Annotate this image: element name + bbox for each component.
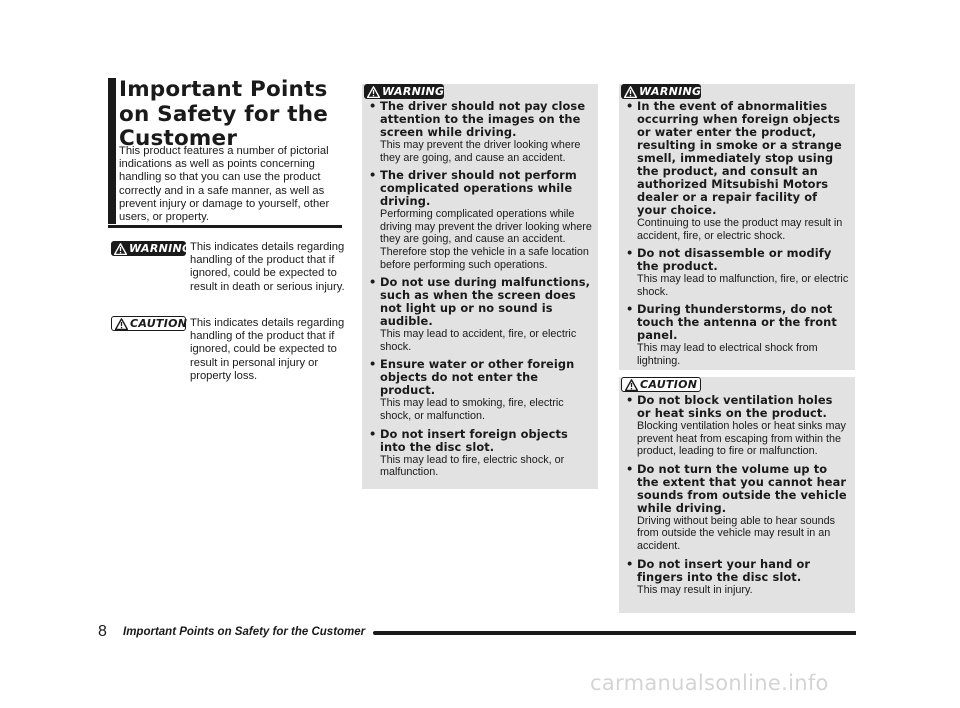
item-body: Driving without being able to hear sounds from outside the vehicle may result in an accident. [637,514,836,552]
item-body: This may lead to electrical shock from lightning. [637,342,818,367]
item-body: This may lead to fire, electric shock, or malfunction. [380,453,565,479]
right-caution-list [625,394,849,601]
legend-caution-badge [111,316,186,331]
list-item: • Do not block ventilation holes or heat sinks on the product. Blocking ventilation holes or heat sinks may prevent heat from escaping from within the product, leading to fire or malfunction. [625,394,849,458]
item-heading: Do not use during malfunctions, such as when the screen does not light up or no sound is audible. [380,275,591,329]
list-item: • The driver should not pay close attention to the images on the screen while driving. This may prevent the driver looking where they are going, and cause an accident. [368,100,592,164]
right-warning-badge [621,84,701,99]
item-heading: The driver should not perform complicated operations while driving. [380,168,577,209]
item-heading: Do not insert your hand or fingers into the disc slot. [637,556,811,584]
item-body: This may result in injury. [637,583,753,596]
middle-warning-label: WARNING [382,85,445,98]
list-item: • In the event of abnormalities occurring when foreign objects or water enter the product, resulting in smoke or a strange smell, immediately stop using the product, and consult an authorized Mitsubishi Motors dealer or a repair facility of your choice. Continuing to use the product may result in accident, fire, or electric shock. [625,100,849,242]
item-heading: Do not turn the volume up to the extent that you cannot hear sounds from outside the vehicle while driving. [637,461,847,515]
footer-title: Important Points on Safety for the Customer [123,626,366,638]
middle-warning-list [368,100,592,484]
caution-triangle-icon [625,379,638,391]
list-item: • Do not insert your hand or fingers into the disc slot. This may result in injury. [625,558,849,597]
item-heading: In the event of abnormalities occurring when foreign objects or water enter the product, resulting in smoke or a strange smell, immediately stop using the product, and consult an authorized Mitsubishi Motors dealer or a repair facility of your choice. [637,99,842,217]
item-body: This may lead to smoking, fire, electric shock, or malfunction. [380,397,564,422]
caution-triangle-icon [115,318,128,330]
right-caution-badge [621,377,701,392]
item-heading: Do not block ventilation holes or heat sinks on the product. [637,393,833,420]
list-item: • The driver should not perform complicated operations while driving. Performing complicated operations while driving may prevent the driver looking where they are going, and cause an accident. Therefore stop the vehicle in a safe location before performing such operations. [369,168,592,271]
item-body: Performing complicated operations while driving may prevent the driver looking where they are going, and cause an accident. Therefore stop the vehicle in a safe location before performing such operations. [380,208,592,271]
item-heading: Do not disassemble or modify the product. [637,246,832,274]
list-item: • Do not use during malfunctions, such as when the screen does not light up or no sound is audible. This may lead to accident, fire, or electric shock. [369,275,591,353]
middle-warning-panel [362,84,598,489]
watermark: carmanualsonline.info [590,671,829,695]
page-title: Important Points on Safety for the Customer [119,77,329,151]
right-caution-panel [619,377,855,613]
footer-rule [373,631,856,635]
item-body: This may prevent the driver looking where they are going, and cause an accident. [380,139,581,164]
list-item: • Do not disassemble or modify the product. This may lead to malfunction, fire, or electric shock. [626,246,849,298]
item-body: Continuing to use the product may result in accident, fire, or electric shock. [637,217,843,242]
item-body: This may lead to malfunction, fire, or electric shock. [637,273,849,298]
legend-caution-label: CAUTION [130,317,188,330]
title-block [108,78,342,230]
item-heading: Do not insert foreign objects into the disc slot. [380,426,568,454]
warning-triangle-icon [624,86,637,98]
item-body: Blocking ventilation holes or heat sinks may prevent heat from escaping from within the product, leading to fire or malfunction. [637,420,846,458]
intro-paragraph: This product features a number of pictorial indications as well as points concerning handling so that you can use the product correctly and in a safe manner, as well as prevent injury or damage to yourself, other users, or property. [119,145,330,224]
right-warning-panel [619,84,855,370]
list-item: • Ensure water or other foreign objects do not enter the product. This may lead to smoking, fire, electric shock, or malfunction. [368,358,592,422]
legend-warning-label: WARNING [129,242,192,255]
legend-caution-text: This indicates details regarding handling of the product that if ignored, could be expected to result in personal injury or property loss. [190,317,345,382]
warning-triangle-icon [367,86,380,98]
legend-warning-text: This indicates details regarding handling of the product that if ignored, could be expected to result in death or serious injury. [190,241,345,293]
list-item: • Do not turn the volume up to the extent that you cannot hear sounds from outside the vehicle while driving. Driving without being able to hear sounds from outside the vehicle may result in an accident. [625,463,849,553]
legend-warning-badge [111,241,192,256]
item-heading: Ensure water or other foreign objects do not enter the product. [380,357,575,398]
list-item: • Do not insert foreign objects into the disc slot. This may lead to fire, electric shock, or malfunction. [368,428,592,479]
right-warning-list [625,100,849,373]
right-warning-label: WARNING [639,85,702,98]
title-underline [108,225,342,228]
list-item: • During thunderstorms, do not touch the antenna or the front panel. This may lead to electrical shock from lightning. [625,303,849,367]
warning-triangle-icon [114,243,127,255]
page-number: 8 [98,623,107,640]
right-caution-label: CAUTION [640,378,698,391]
page-footer [98,622,858,644]
item-heading: During thunderstorms, do not touch the antenna or the front panel. [637,302,837,343]
middle-warning-badge [364,84,444,99]
item-body: This may lead to accident, fire, or electric shock. [380,328,577,353]
title-accent-bar [108,78,116,224]
item-heading: The driver should not pay close attention to the images on the screen while driving. [380,99,586,139]
